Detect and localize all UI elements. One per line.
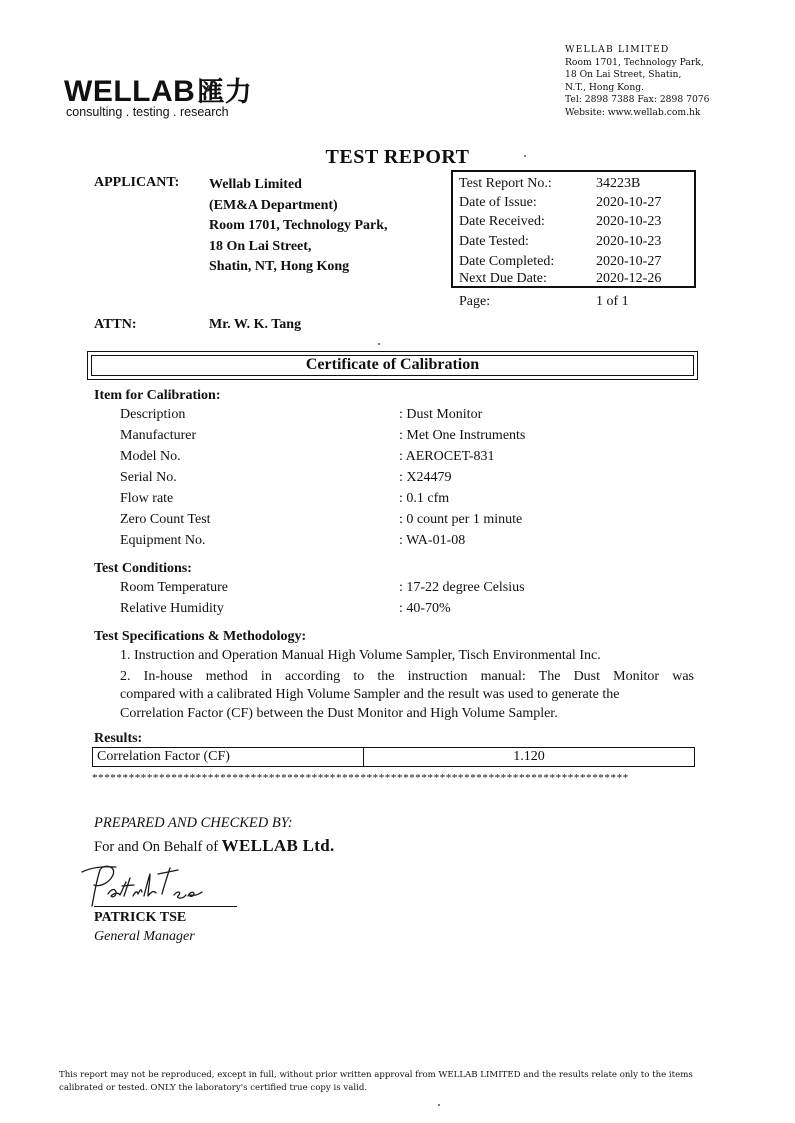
item-value: : Met One Instruments — [399, 428, 526, 443]
item-label: Manufacturer — [120, 428, 197, 443]
attn-value: Mr. W. K. Tang — [209, 317, 302, 332]
scan-speck — [438, 1104, 440, 1106]
item-value: : AEROCET-831 — [399, 449, 495, 464]
applicant-line: (EM&A Department) — [209, 197, 338, 213]
asterisk-separator: **************************************************************************************** — [92, 772, 629, 784]
page-value: 1 of 1 — [596, 294, 629, 309]
spec-item-2-line: Correlation Factor (CF) between the Dust Monitor and High Volume Sampler. — [120, 706, 558, 721]
on-behalf-company: WELLAB Ltd. — [221, 836, 335, 855]
item-label: Flow rate — [120, 491, 174, 506]
applicant-line: Wellab Limited — [209, 177, 302, 192]
info-value: 2020-10-23 — [596, 234, 662, 249]
item-value: : WA-01-08 — [399, 533, 466, 548]
item-label: Serial No. — [120, 470, 177, 485]
info-row — [453, 174, 694, 194]
attn-label: ATTN: — [94, 317, 137, 332]
company-address-block — [565, 44, 710, 120]
condition-value: : 17-22 degree Celsius — [399, 580, 525, 595]
spec-item-1: 1. Instruction and Operation Manual High Volume Sampler, Tisch Environmental Inc. — [120, 648, 601, 663]
company-address-line: N.T., Hong Kong. — [565, 81, 645, 93]
info-value: 2020-10-27 — [596, 195, 662, 210]
info-row — [453, 269, 694, 289]
applicant-line: Shatin, NT, Hong Kong — [209, 259, 350, 274]
report-title: TEST REPORT — [325, 146, 470, 168]
on-behalf-prefix: For and On Behalf of — [94, 839, 222, 855]
results-table — [92, 747, 695, 767]
footer-line: calibrated or tested. ONLY the laboratory's certified true copy is valid. — [59, 1082, 368, 1093]
info-label: Date Received: — [459, 214, 545, 229]
item-label: Model No. — [120, 449, 181, 464]
info-row — [453, 193, 694, 213]
on-behalf-line — [94, 836, 335, 856]
applicant-address — [209, 175, 388, 278]
handwritten-signature — [78, 862, 208, 910]
info-value: 2020-10-27 — [596, 254, 662, 269]
info-label: Date of Issue: — [459, 195, 537, 210]
logo-tagline: consulting . testing . research — [66, 105, 229, 119]
company-website: Website: www.wellab.com.hk — [565, 106, 701, 118]
item-value: : 0.1 cfm — [399, 491, 450, 506]
logo-text: WELLAB — [64, 75, 196, 108]
item-value: : X24479 — [399, 470, 452, 485]
item-label: Equipment No. — [120, 533, 206, 548]
results-label-cell: Correlation Factor (CF) — [97, 749, 230, 764]
specs-section-title: Test Specifications & Methodology: — [94, 629, 307, 644]
footer-line: This report may not be reproduced, except in full, without prior written approval from WELLAB LIMITED and the results relate only to the items — [59, 1070, 693, 1080]
item-section-title: Item for Calibration: — [94, 388, 221, 403]
results-section-title: Results: — [94, 731, 143, 746]
logo-cjk-text: 匯力 — [197, 77, 253, 107]
item-value: : 0 count per 1 minute — [399, 512, 523, 527]
spec-item-2-line: compared with a calibrated High Volume Sampler and the result was used to generate the — [120, 687, 620, 702]
info-value: 34223B — [596, 176, 641, 191]
info-row — [453, 212, 694, 232]
prepared-by-heading: PREPARED AND CHECKED BY: — [94, 815, 293, 831]
results-value-cell: 1.120 — [513, 749, 545, 764]
info-label: Date Tested: — [459, 234, 529, 249]
info-value: 2020-10-23 — [596, 214, 662, 229]
footer-disclaimer — [59, 1069, 739, 1094]
company-address-line: 18 On Lai Street, Shatin, — [565, 69, 682, 81]
conditions-section-title: Test Conditions: — [94, 561, 192, 576]
condition-value: : 40-70% — [399, 601, 451, 616]
scan-speck — [524, 155, 526, 157]
info-label: Date Completed: — [459, 254, 555, 269]
signer-name: PATRICK TSE — [94, 910, 187, 925]
spec-item-2-line: 2. In-house method in according to the instruction manual: The Dust Monitor was — [120, 669, 694, 684]
applicant-label: APPLICANT: — [94, 175, 180, 190]
page-info-row — [451, 292, 696, 312]
company-phone-fax: Tel: 2898 7388 Fax: 2898 7076 — [565, 94, 710, 106]
item-value: : Dust Monitor — [399, 407, 483, 422]
applicant-line: 18 On Lai Street, — [209, 238, 312, 254]
report-info-box — [451, 170, 696, 288]
company-address-line: Room 1701, Technology Park, — [565, 56, 704, 68]
scan-speck — [378, 343, 380, 345]
page-label: Page: — [459, 294, 491, 309]
company-logo — [64, 70, 252, 109]
info-value: 2020-12-26 — [596, 271, 662, 286]
company-name: WELLAB LIMITED — [565, 44, 670, 55]
condition-label: Room Temperature — [120, 580, 229, 595]
signer-title: General Manager — [94, 929, 195, 944]
certificate-title: Certificate of Calibration — [305, 356, 480, 373]
info-label: Test Report No.: — [459, 176, 552, 191]
applicant-line: Room 1701, Technology Park, — [209, 218, 388, 233]
info-row — [453, 232, 694, 252]
condition-label: Relative Humidity — [120, 601, 224, 616]
item-label: Zero Count Test — [120, 512, 211, 527]
item-label: Description — [120, 407, 186, 422]
info-label: Next Due Date: — [459, 271, 547, 286]
signature-line — [94, 906, 237, 907]
